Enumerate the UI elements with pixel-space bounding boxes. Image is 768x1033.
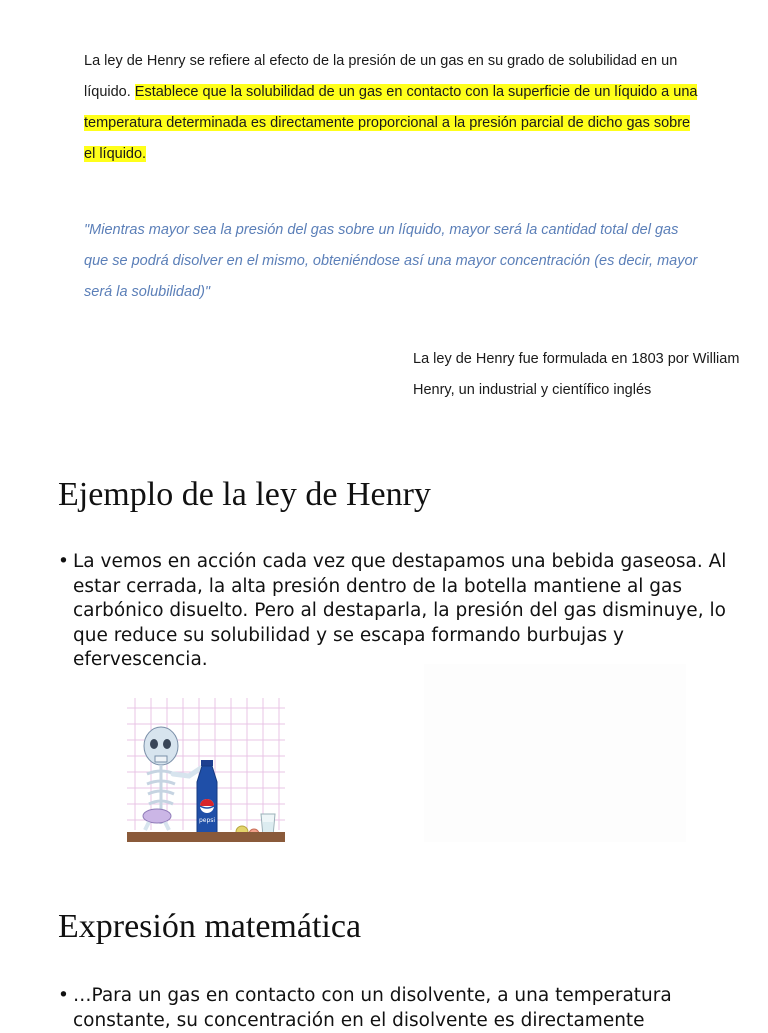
- skeleton-soda-illustration: [127, 698, 285, 842]
- bullet-icon: •: [58, 985, 69, 1006]
- blank-image-placeholder: [424, 664, 686, 842]
- quote-paragraph: "Mientras mayor sea la presión del gas sobre un líquido, mayor será la cantidad total del gas que se podrá disolver en el mismo, obteniéndose así una mayor concentración (es decir, mayor será la solubilidad)": [84, 222, 698, 300]
- intro-highlighted-text: Establece que la solubilidad de un gas en contacto con la superficie de un líquido a una temperatura determinada es directamente proporcional a la presión parcial de dicho gas sobre el líquido.: [84, 84, 698, 162]
- math-bullet-text: …Para un gas en contacto con un disolvente, a una temperatura constante, su concentración en el disolvente es directamente: [73, 985, 672, 1031]
- intro-paragraph: [84, 46, 704, 170]
- example-bullet: [58, 550, 753, 673]
- illustration-canvas: [127, 698, 285, 842]
- section-title-math: Expresión matemática: [58, 908, 362, 945]
- bottle-label: pepsi: [198, 817, 216, 824]
- table-surface: [127, 832, 285, 842]
- author-note: La ley de Henry fue formulada en 1803 por William Henry, un industrial y científico inglés: [413, 351, 740, 398]
- example-bullet-text: La vemos en acción cada vez que destapamos una bebida gaseosa. Al estar cerrada, la alta presión dentro de la botella mantiene al gas carbónico disuelto. Pero al destaparla, la presión del gas disminuye, lo que reduce su solubilidad y se escapa formando burbujas y efervescencia.: [73, 551, 727, 670]
- intro-plain-text: La ley de Henry se refiere al efecto de la presión de un gas en su grado de solubilidad en un líquido.: [84, 53, 678, 100]
- math-bullet: [58, 984, 753, 1033]
- bullet-icon: •: [58, 551, 69, 572]
- soda-bottle: [197, 760, 217, 840]
- section-title-example: Ejemplo de la ley de Henry: [58, 476, 431, 513]
